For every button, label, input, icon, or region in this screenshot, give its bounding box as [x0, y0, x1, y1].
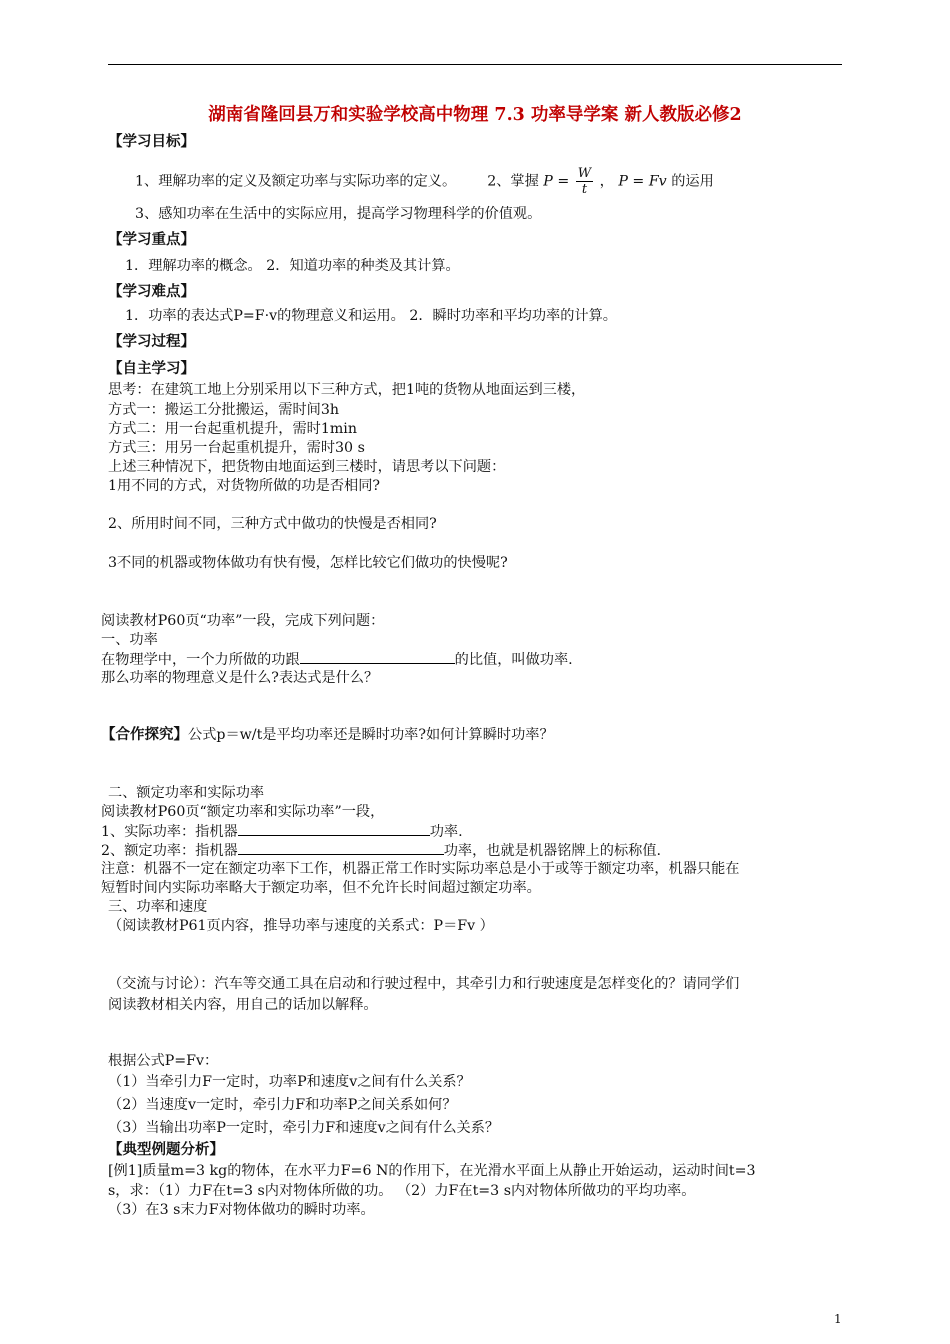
key-points-text: 1．理解功率的概念。 2．知道功率的种类及其计算。: [125, 258, 460, 274]
section-1-title: 一、功率: [101, 632, 158, 648]
self-study-line: 方式二：用一台起重机提升，需时1min: [108, 421, 357, 437]
power-definition-suffix: 的比值，叫做功率.: [454, 652, 573, 668]
rated-intro: 阅读教材P60页“额定功率和实际功率”一段，: [101, 804, 385, 820]
rated-power-suffix: 功率，也就是机器铭牌上的标称值.: [443, 843, 662, 859]
self-study-line: 上述三种情况下，把货物由地面运到三楼时，请思考以下问题：: [108, 459, 506, 475]
power-speed-reading: （阅读教材P61页内容，推导功率与速度的关系式：P＝Fv ）: [108, 918, 494, 934]
reading1-intro: 阅读教材P60页“功率”一段，完成下列问题：: [101, 613, 385, 629]
actual-power-blank[interactable]: [238, 822, 430, 836]
discussion-line-2: 阅读教材相关内容，用自己的话加以解释。: [108, 997, 378, 1013]
self-study-line: 1用不同的方式，对货物所做的功是否相同?: [108, 478, 381, 494]
examples-heading: 【典型例题分析】: [108, 1141, 224, 1158]
actual-power-line: [101, 822, 463, 841]
header-rule: [108, 64, 842, 65]
example-1-line-3: （3）在3 s末力F对物体做功的瞬时功率。: [108, 1202, 375, 1218]
formula-question-1: （1）当牵引力F一定时，功率P和速度v之间有什么关系？: [108, 1074, 471, 1090]
formula-separator: ，: [599, 173, 614, 190]
goal-item-2-suffix: 的运用: [671, 173, 714, 190]
example-1-line-1: [例1]质量m=3 kg的物体，在水平力F=6 N的作用下，在光滑水平面上从静止开始运动，运动时间t=3: [108, 1163, 756, 1179]
rated-note-line-2: 短暂时间内实际功率略大于额定功率，但不允许长时间超过额定功率。: [101, 880, 541, 896]
document-title: 湖南省隆回县万和实验学校高中物理 7.3 功率导学案 新人教版必修2: [208, 105, 742, 125]
formula-numerator: W: [577, 166, 592, 181]
formula-denominator: t: [581, 182, 588, 197]
self-study-line: 方式一：搬运工分批搬运，需时间3h: [108, 402, 339, 418]
process-heading: 【学习过程】: [108, 333, 195, 350]
formula-question-3: （3）当输出功率P一定时，牵引力F和速度v之间有什么关系？: [108, 1120, 500, 1136]
key-points-heading: 【学习重点】: [108, 231, 195, 248]
actual-power-prefix: 1、实际功率：指机器: [101, 824, 238, 840]
formula-fraction: [576, 166, 593, 197]
formula-question-2: （2）当速度v一定时，牵引力F和功率P之间关系如何？: [108, 1097, 457, 1113]
formula-p-fv: P = Fv: [618, 173, 667, 190]
goals-heading: 【学习目标】: [108, 133, 195, 150]
power-definition: [101, 650, 573, 669]
coop-line: [101, 726, 554, 744]
discussion-line-1: （交流与讨论）：汽车等交通工具在启动和行驶过程中，其牵引力和行驶速度是怎样变化的？请同学们: [108, 976, 740, 992]
formula-p-equals: P =: [543, 173, 570, 190]
goal-item-1-text: 1、理解功率的定义及额定功率与实际功率的定义。: [135, 173, 457, 190]
actual-power-suffix: 功率.: [429, 824, 463, 840]
power-definition-blank[interactable]: [300, 650, 455, 664]
rated-power-prefix: 2、额定功率：指机器: [101, 843, 238, 859]
self-study-heading: 【自主学习】: [108, 360, 195, 377]
self-study-question-2: 2、所用时间不同，三种方式中做功的快慢是否相同?: [108, 516, 437, 532]
example-1-line-2: s，求：（1）力F在t=3 s内对物体所做的功。 （2）力F在t=3 s内对物体所做功的平均功率。: [108, 1183, 696, 1199]
formula-intro: 根据公式P=Fv：: [108, 1053, 219, 1069]
coop-text: 公式p＝w/t是平均功率还是瞬时功率?如何计算瞬时功率？: [188, 727, 554, 743]
self-study-line: 方式三：用另一台起重机提升，需时30 s: [108, 440, 365, 456]
section-2-title: 二、额定功率和实际功率: [108, 785, 265, 801]
difficulties-text: 1．功率的表达式P=F·v的物理意义和运用。 2．瞬时功率和平均功率的计算。: [125, 308, 617, 324]
difficulties-heading: 【学习难点】: [108, 283, 195, 300]
goal-item-3: 3、感知功率在生活中的实际应用，提高学习物理科学的价值观。: [135, 206, 542, 222]
section-3-title: 三、功率和速度: [108, 899, 208, 915]
power-definition-prefix: 在物理学中，一个力所做的功跟: [101, 652, 300, 668]
self-study-question-3: 3不同的机器或物体做功有快有慢，怎样比较它们做功的快慢呢?: [108, 555, 508, 571]
page-number: 1: [834, 1312, 842, 1326]
goal-item-2-prefix: 2、掌握: [487, 173, 539, 190]
rated-note-line-1: 注意：机器不一定在额定功率下工作，机器正常工作时实际功率总是小于或等于额定功率，机器只能在: [101, 861, 740, 877]
power-meaning-question: 那么功率的物理意义是什么?表达式是什么？: [101, 670, 379, 686]
rated-power-line: [101, 841, 661, 860]
goal-item-1: [135, 166, 714, 197]
rated-power-blank[interactable]: [238, 841, 444, 855]
self-study-line: 思考：在建筑工地上分别采用以下三种方式，把1吨的货物从地面运到三楼，: [108, 382, 586, 398]
coop-heading: 【合作探究】: [101, 726, 188, 743]
